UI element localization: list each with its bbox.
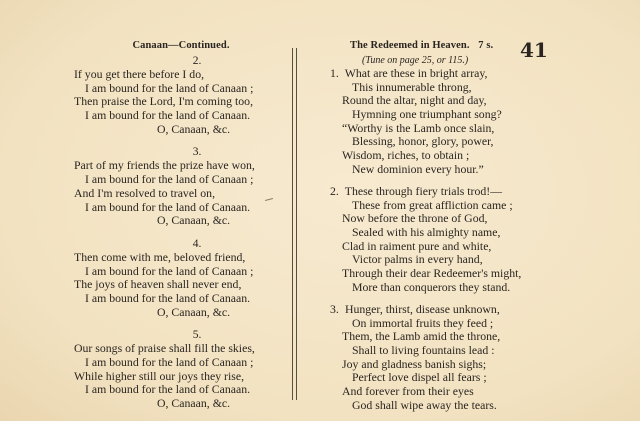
verse-line: The joys of heaven shall never end,: [74, 277, 242, 292]
right-heading: [330, 38, 535, 54]
verse-line: Hunger, thirst, disease unknown,: [344, 302, 500, 316]
verse-line: Our songs of praise shall fill the skies,: [74, 341, 255, 356]
left-column: [74, 38, 280, 411]
verse-line: Perfect love dispel all fears ;: [352, 370, 487, 385]
stanza-3: [74, 145, 280, 227]
refrain-line: I am bound for the land of Canaan ;: [85, 80, 254, 95]
verse-line: These from great affliction came ;: [352, 197, 513, 212]
refrain-line: I am bound for the land of Canaan.: [85, 290, 251, 305]
stanza-number: 5.: [192, 329, 202, 342]
stanza-2: [330, 185, 535, 295]
refrain-line: I am bound for the land of Canaan ;: [85, 355, 254, 369]
chorus-cue: O, Canaan, &c.: [157, 304, 231, 319]
column-divider-left: [292, 48, 293, 400]
verse-line: Round the altar, night and day,: [342, 93, 487, 108]
verse-line: New dominion every hour.”: [352, 161, 484, 176]
right-column: [330, 38, 535, 413]
refrain-line: I am bound for the land of Canaan ;: [85, 263, 254, 278]
verse-line: Through their dear Redeemer's might,: [342, 266, 522, 281]
tune-reference: (Tune on page 25, or 115.): [362, 55, 469, 66]
left-heading: Canaan—Continued.: [132, 40, 230, 51]
stanza-number: 3.: [330, 302, 339, 316]
refrain-line: I am bound for the land of Canaan ;: [85, 172, 254, 187]
refrain-line: I am bound for the land of Canaan.: [85, 199, 251, 214]
verse-line: And forever from their eyes: [342, 384, 474, 399]
stanza-number: 2.: [192, 55, 202, 67]
verse-line: And I'm resolved to travel on,: [74, 185, 216, 200]
verse-line: Then praise the Lord, I'm coming too,: [74, 94, 254, 109]
verse-line: While higher still our joys they rise,: [74, 368, 245, 383]
verse-line: Now before the throne of God,: [342, 211, 488, 226]
verse-line: Blessing, honor, glory, power,: [352, 134, 494, 149]
chorus-cue: O, Canaan, &c.: [157, 213, 231, 228]
verse-line: More than conquerors they stand.: [352, 279, 511, 294]
page-number: 41: [520, 38, 548, 62]
verse-line: Clad in raiment pure and white,: [342, 238, 492, 253]
verse-line: God shall wipe away the tears.: [352, 397, 497, 412]
verse-line: This innumerable throng,: [352, 79, 472, 94]
stanza-1: [330, 67, 535, 177]
verse-line: Part of my friends the prize have won,: [74, 158, 255, 173]
chorus-cue: O, Canaan, &c.: [157, 396, 231, 411]
verse-line: Victor palms in every hand,: [352, 252, 483, 267]
hymn-meter: 7 s.: [478, 40, 494, 51]
verse-line: Sealed with his almighty name,: [352, 225, 501, 240]
stanza-2: [74, 54, 280, 136]
verse-line: “Worthy is the Lamb once slain,: [342, 120, 495, 135]
stanza-4: [74, 237, 280, 319]
stanza-number: 4.: [192, 237, 202, 250]
verse-line: Joy and gladness banish sighs;: [342, 356, 487, 371]
verse-line: Wisdom, riches, to obtain ;: [342, 148, 470, 163]
verse-line: Them, the Lamb amid the throne,: [342, 329, 501, 344]
verse-line: If you get there before I do,: [74, 67, 205, 81]
verse-line: These through fiery trials trod!—: [344, 184, 502, 198]
verse-line: Hymning one triumphant song?: [352, 107, 502, 122]
chorus-cue: O, Canaan, &c.: [157, 121, 231, 136]
stanza-number: 3.: [192, 146, 202, 159]
refrain-line: I am bound for the land of Canaan.: [85, 108, 251, 123]
hymn-title: The Redeemed in Heaven.: [350, 40, 470, 51]
verse-line: Shall to living fountains lead :: [352, 343, 495, 358]
refrain-line: I am bound for the land of Canaan.: [85, 382, 251, 397]
stanza-5: [74, 328, 280, 410]
stanza-number: 2.: [330, 184, 339, 198]
verse-line: Then come with me, beloved friend,: [74, 249, 246, 264]
stanza-number: 1.: [330, 66, 339, 80]
verse-line: What are these in bright array,: [344, 66, 488, 80]
column-divider-right: [296, 48, 297, 400]
verse-line: On immortal fruits they feed ;: [352, 315, 494, 330]
stanza-3: [330, 303, 535, 413]
